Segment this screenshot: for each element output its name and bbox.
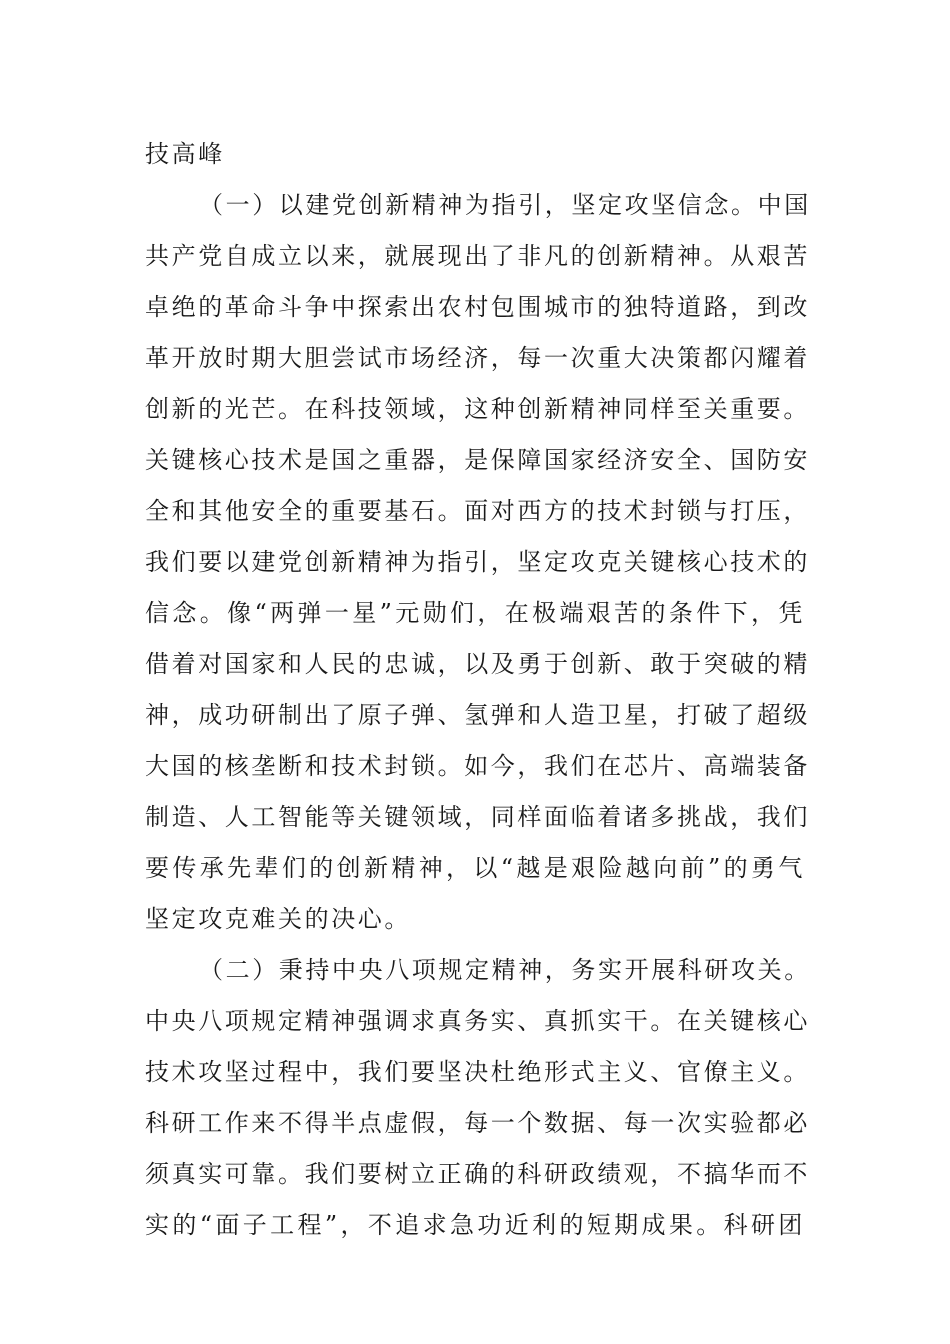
text-line: 革开放时期大胆尝试市场经济，每一次重大决策都闪耀着 <box>145 344 810 372</box>
text-line: 要传承先辈们的创新精神，以“越是艰险越向前”的勇气 <box>145 854 805 882</box>
text-line: 全和其他安全的重要基石。面对西方的技术封锁与打压， <box>145 497 810 525</box>
text-line: 技术攻坚过程中，我们要坚决杜绝形式主义、官僚主义。 <box>145 1058 810 1086</box>
text-line: 中央八项规定精神强调求真务实、真抓实干。在关键核心 <box>145 1007 810 1035</box>
section-two-heading-line: （二）秉持中央八项规定精神，务实开展科研攻关。 <box>199 956 811 984</box>
text-line: 须真实可靠。我们要树立正确的科研政绩观，不搞华而不 <box>145 1160 810 1188</box>
text-line: 共产党自成立以来，就展现出了非凡的创新精神。从艰苦 <box>145 242 810 270</box>
document-body <box>145 129 811 1251</box>
text-line: 神，成功研制出了原子弹、氢弹和人造卫星，打破了超级 <box>145 701 810 729</box>
text-line: 借着对国家和人民的忠诚，以及勇于创新、敢于突破的精 <box>145 650 810 678</box>
text-line: 我们要以建党创新精神为指引，坚定攻克关键核心技术的 <box>145 548 810 576</box>
text-line: 技高峰 <box>145 140 225 168</box>
text-line: 卓绝的革命斗争中探索出农村包围城市的独特道路，到改 <box>145 293 810 321</box>
text-line: 信念。像“两弹一星”元勋们，在极端艰苦的条件下，凭 <box>145 599 805 627</box>
text-line: 实的“面子工程”，不追求急功近利的短期成果。科研团 <box>145 1211 805 1239</box>
text-line: 大国的核垄断和技术封锁。如今，我们在芯片、高端装备 <box>145 752 810 780</box>
text-line: 科研工作来不得半点虚假，每一个数据、每一次实验都必 <box>145 1109 810 1137</box>
text-line: 坚定攻克难关的决心。 <box>145 905 411 933</box>
text-line: 制造、人工智能等关键领域，同样面临着诸多挑战，我们 <box>145 803 810 831</box>
section-one-heading-line: （一）以建党创新精神为指引，坚定攻坚信念。中国 <box>199 191 811 219</box>
text-line: 关键核心技术是国之重器，是保障国家经济安全、国防安 <box>145 446 810 474</box>
text-line: 创新的光芒。在科技领域，这种创新精神同样至关重要。 <box>145 395 810 423</box>
